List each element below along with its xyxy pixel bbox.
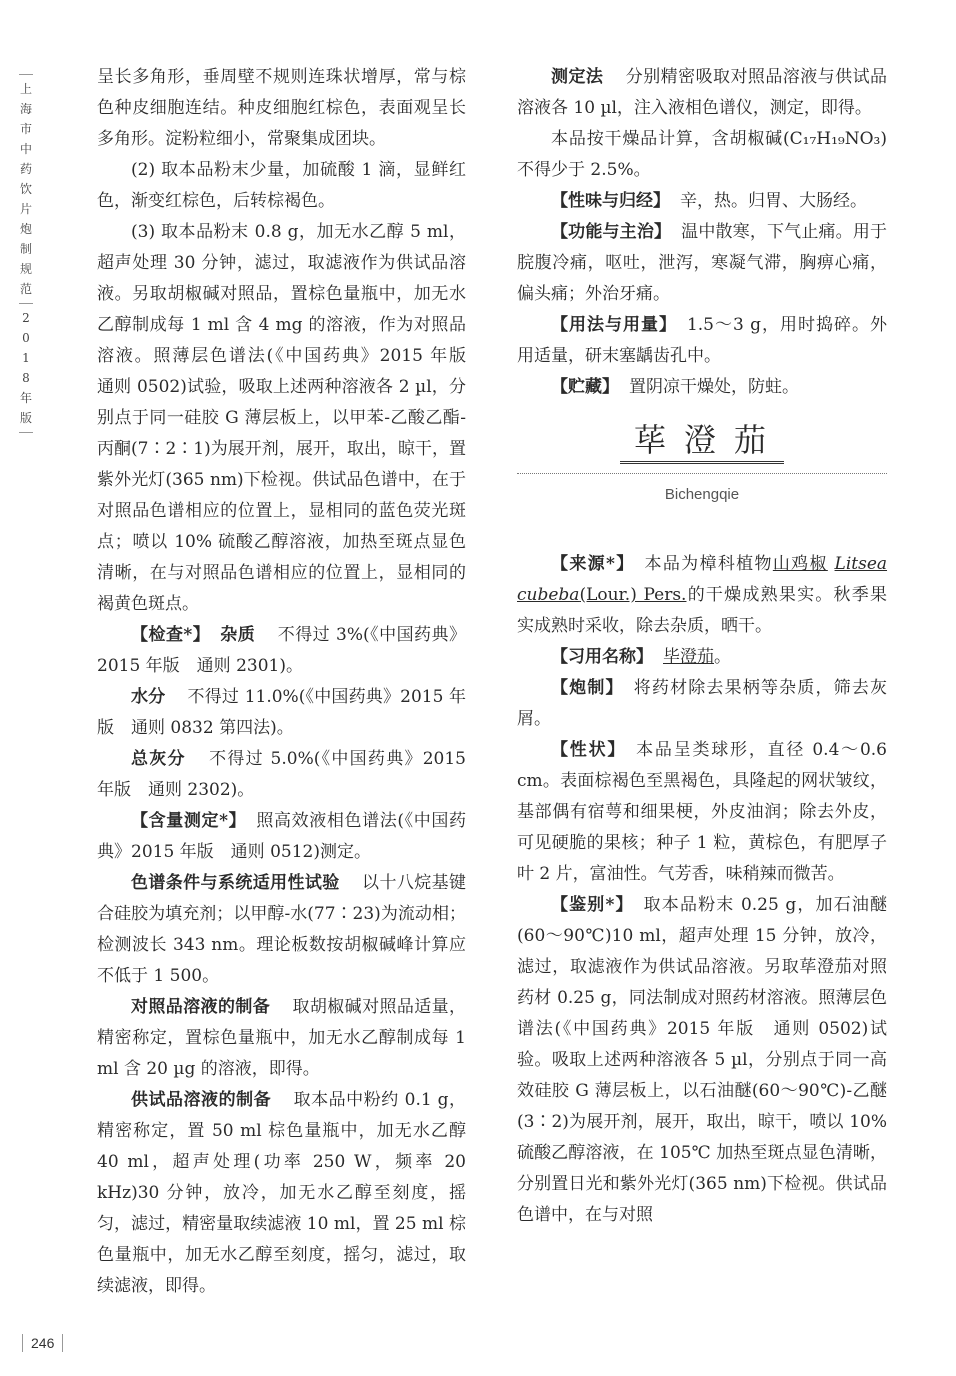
water-text: 不得过 11.0%(《中国药典》2015 年版 通则 0832 第四法)。 xyxy=(97,687,466,738)
paragraph-processing xyxy=(517,673,887,735)
source-text-post: 的干燥成熟果实。秋季果实成熟时采收，除去杂质，晒干。 xyxy=(517,585,888,636)
reference-solution-text: 取胡椒碱对照品适量，精密称定，置棕色量瓶中，加无水乙醇制成每 1 ml 含 20 µg 的溶液，即得。 xyxy=(97,997,467,1079)
nature-text: 辛，热。归胃、大肠经。 xyxy=(680,191,867,211)
usage-heading: 【用法与用量】 xyxy=(551,315,677,335)
paragraph-content-limit: 本品按干燥品计算，含胡椒碱(C₁₇H₁₉NO₃)不得少于 2.5%。 xyxy=(517,129,887,180)
characters-text: 本品呈类球形，直径 0.4～0.6 cm。表面棕褐色至黑褐色，具隆起的网状皱纹，基部偶有宿萼和细果梗，外皮油润；除去外皮，可见硬脆的果核；种子 1 粒，黄棕色，有肥厚子叶 2 片，富油性。气芳香，味稍辣而微苦。 xyxy=(517,740,888,884)
processing-text: 将药材除去果柄等杂质，筛去灰屑。 xyxy=(517,678,888,729)
check-heading: 【检查*】 xyxy=(131,625,211,645)
impurity-heading: 杂质 xyxy=(220,625,256,645)
side-rule-top xyxy=(19,74,33,75)
paragraph-alias xyxy=(517,642,887,673)
source-latin-name: Litsea cubeba xyxy=(517,554,888,605)
characters-heading: 【性状】 xyxy=(551,740,627,760)
test-solution-text: 取本品中粉约 0.1 g，精密称定，置 50 ml 棕色量瓶中，加无水乙醇 40 ml，超声处理(功率 250 W，频率 20 kHz)30 分钟，放冷，加无水乙醇至刻度，摇匀，滤过，精密量取续滤液 10 ml，置 25 ml 棕色量瓶中，加无水乙醇至刻度，摇匀，滤过，取续滤液，即得。 xyxy=(97,1090,466,1296)
alias-text: 毕澄茄 xyxy=(663,647,714,667)
paragraph-usage xyxy=(517,310,887,372)
assay-text: 照高效液相色谱法(《中国药典》2015 年版 通则 0512)测定。 xyxy=(97,811,467,862)
method-text: 分别精密吸取对照品溶液与供试品溶液各 10 µl，注入液相色谱仪，测定，即得。 xyxy=(517,67,888,118)
processing-heading: 【炮制】 xyxy=(551,678,624,698)
nature-heading: 【性味与归经】 xyxy=(551,191,670,211)
paragraph-nature xyxy=(517,186,887,217)
method-heading: 测定法 xyxy=(551,67,604,87)
storage-text: 置阴凉干燥处，防蛀。 xyxy=(629,377,799,397)
paragraph-reference-solution xyxy=(97,992,466,1085)
paragraph-check xyxy=(97,620,466,682)
reference-solution-heading: 对照品溶液的制备 xyxy=(131,997,271,1017)
ash-text: 不得过 5.0%(《中国药典》2015 年版 通则 2302)。 xyxy=(97,749,467,800)
function-text: 温中散寒，下气止痛。用于脘腹冷痛，呕吐，泄泻，寒凝气滞，胸痹心痛，偏头痛；外治牙痛。 xyxy=(517,222,888,304)
assay-heading: 【含量测定*】 xyxy=(131,811,247,831)
identification-heading: 【鉴别*】 xyxy=(551,895,634,915)
paragraph-microscopy-cont: 呈长多角形，垂周壁不规则连珠状增厚，常与棕色种皮细胞连结。种皮细胞红棕色，表面观呈长多角形。淀粉粒细小，常聚集成团块。 xyxy=(97,67,466,149)
chromatography-text: 以十八烷基键合硅胶为填充剂；以甲醇-水(77∶23)为流动相；检测波长 343 nm。理论板数按胡椒碱峰计算应不低于 1 500。 xyxy=(97,873,467,986)
function-heading: 【功能与主治】 xyxy=(551,222,672,242)
paragraph-storage xyxy=(517,372,887,403)
paragraph-ash xyxy=(97,744,466,806)
page-number-block xyxy=(14,1334,71,1352)
paragraph-characters xyxy=(517,735,887,890)
paragraph-water xyxy=(97,682,466,744)
side-running-title xyxy=(14,70,38,437)
paragraph-chromatography xyxy=(97,868,466,992)
source-plant-name: 山鸡椒 xyxy=(772,554,828,574)
paragraph-identification-2: (2) 取本品粉末少量，加硫酸 1 滴，显鲜红色，渐变红棕色，后转棕褐色。 xyxy=(97,160,466,211)
identification-text: 取本品粉末 0.25 g，加石油醚(60～90℃)10 ml，超声处理 15 分钟，放冷，滤过，取滤液作为供试品溶液。另取荜澄茄对照药材 0.25 g，同法制成对照药材溶液。照薄层色谱法(《中国药典》2015 年版 通则 0502)试验。吸取上述两种溶液各 5 µl，分别点于同一高效硅胶 G 薄层板上，以石油醚(60～90℃)-乙醚(3∶2)为展开剂，展开，取出，晾干，喷以 10% 硫酸乙醇溶液，在 105℃ 加热至斑点显色清晰，分别置日光和紫外光灯(365 nm)下检视。供试品色谱中，在与对照 xyxy=(517,895,888,1225)
monograph-title: 荜澄茄 xyxy=(517,425,887,456)
alias-heading: 【习用名称】 xyxy=(551,647,653,667)
side-rule-bottom xyxy=(19,432,33,433)
paragraph-source xyxy=(517,549,887,642)
page-number: 246 xyxy=(31,1335,55,1351)
paragraph-identification-3: (3) 取本品粉末 0.8 g，加无水乙醇 5 ml，超声处理 30 分钟，滤过，取滤液作为供试品溶液。另取胡椒碱对照品，置棕色量瓶中，加无水乙醇制成每 1 ml 含 4 mg 的溶液，作为对照品溶液。照薄层色谱法(《中国药典》2015 年版 通则 0502)试验，吸取上述两种溶液各 2 µl，分别点于同一硅胶 G 薄层板上，以甲苯-乙酸乙酯-丙酮(7∶2∶1)为展开剂，展开，取出，晾干，置紫外光灯(365 nm)下检视。供试品色谱中，在于对照品色谱相应的位置上，显相同的蓝色荧光斑点；喷以 10% 硫酸乙醇溶液，加热至斑点显色清晰，在与对照品色谱相应的位置上，显相同的褐黄色斑点。 xyxy=(97,222,483,614)
side-rule-middle xyxy=(19,303,33,304)
paragraph-function xyxy=(517,217,887,310)
test-solution-heading: 供试品溶液的制备 xyxy=(131,1090,272,1110)
storage-heading: 【贮藏】 xyxy=(551,377,619,397)
usage-text: 1.5～3 g，用时捣碎。外用适量，研末塞龋齿孔中。 xyxy=(517,315,888,366)
monograph-pinyin: Bichengqie xyxy=(664,486,740,503)
ash-heading: 总灰分 xyxy=(131,749,186,769)
monograph-header xyxy=(517,413,887,529)
alias-end: 。 xyxy=(714,647,731,667)
paragraph-assay xyxy=(97,806,466,868)
dotted-divider xyxy=(517,473,887,474)
paragraph-test-solution xyxy=(97,1085,466,1302)
paragraph-identification xyxy=(517,890,887,1231)
chromatography-heading: 色谱条件与系统适用性试验 xyxy=(131,873,340,893)
paragraph-method xyxy=(517,62,887,124)
side-series-title: 上 海 市 中 药 饮 片 炮 制 规 范 xyxy=(19,82,32,296)
source-heading: 【来源*】 xyxy=(551,554,635,574)
source-author: (Lour.) Pers. xyxy=(579,585,687,605)
right-column xyxy=(517,62,887,1231)
source-text-pre: 本品为樟科植物 xyxy=(644,554,773,574)
water-heading: 水分 xyxy=(131,687,166,707)
side-edition: 2 0 1 8 年 版 xyxy=(19,311,32,425)
left-column xyxy=(97,62,483,1302)
impurity-text: 不得过 3%(《中国药典》2015 年版 通则 2301)。 xyxy=(97,625,467,676)
